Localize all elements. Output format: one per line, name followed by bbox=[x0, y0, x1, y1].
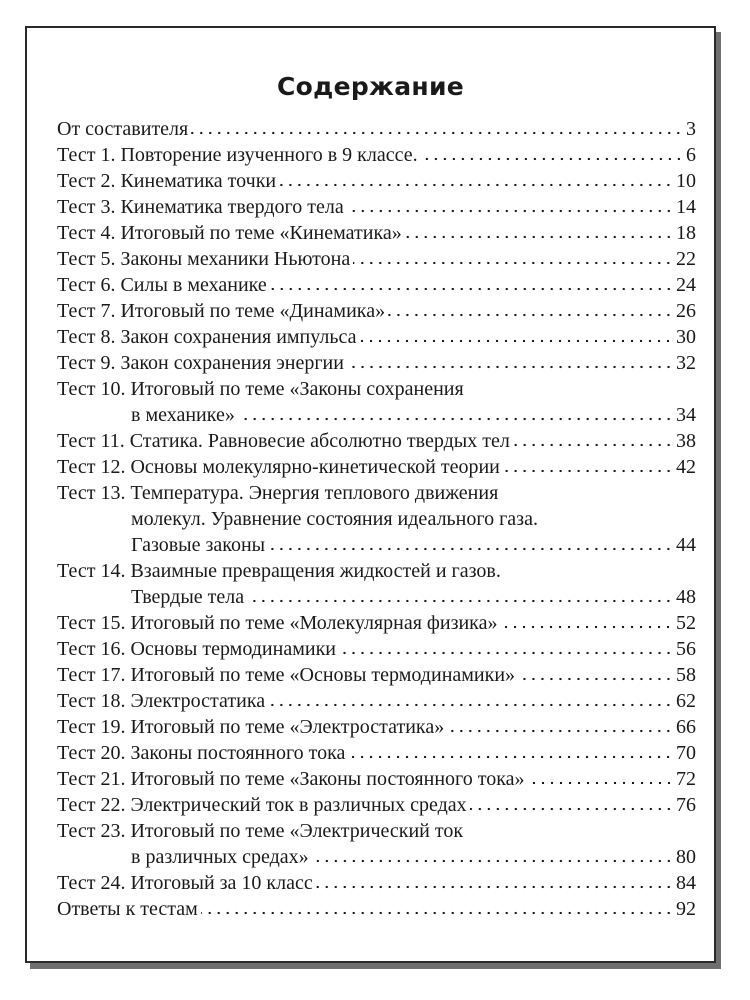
toc-page-number: 38 bbox=[676, 430, 696, 452]
dot-leader bbox=[353, 261, 673, 265]
table-of-contents bbox=[57, 116, 696, 922]
toc-entry-line bbox=[57, 168, 696, 194]
toc-entry bbox=[57, 870, 696, 896]
toc-entry-line bbox=[57, 194, 696, 220]
toc-entry-text: Тест 15. Итоговый по теме «Молекулярная физика» bbox=[57, 612, 498, 634]
toc-entry-line bbox=[57, 246, 696, 272]
toc-entry-text: Тест 19. Итоговый по теме «Электростатика» bbox=[57, 716, 445, 738]
toc-entry bbox=[57, 168, 696, 194]
dot-leader bbox=[201, 911, 673, 915]
toc-entry-line bbox=[57, 402, 696, 428]
dot-leader bbox=[503, 469, 673, 473]
toc-page-number: 48 bbox=[676, 586, 696, 608]
dot-leader bbox=[191, 131, 683, 135]
dot-leader bbox=[405, 235, 673, 239]
toc-entry-text: Тест 14. Взаимные превращения жидкостей и газов. bbox=[57, 560, 501, 582]
toc-entry bbox=[57, 558, 696, 610]
toc-entry-text: Тест 9. Закон сохранения энергии bbox=[57, 352, 344, 374]
toc-entry-text: Тест 24. Итоговый за 10 класс bbox=[57, 872, 313, 894]
toc-entry-text: Тест 8. Закон сохранения импульса bbox=[57, 326, 357, 348]
toc-entry-text: Тест 18. Электростатика bbox=[57, 690, 266, 712]
toc-entry-line bbox=[57, 844, 696, 870]
toc-entry-line bbox=[57, 584, 696, 610]
toc-entry-text: Тест 13. Температура. Энергия теплового движения bbox=[57, 482, 499, 504]
dot-leader bbox=[447, 729, 673, 733]
toc-entry bbox=[57, 298, 696, 324]
toc-page-number: 52 bbox=[676, 612, 696, 634]
toc-entry-text: Тест 6. Силы в механике bbox=[57, 274, 267, 296]
toc-entry-line bbox=[57, 272, 696, 298]
toc-page-number: 84 bbox=[676, 872, 696, 894]
toc-entry-line bbox=[57, 610, 696, 636]
dot-leader bbox=[513, 443, 673, 447]
dot-leader bbox=[316, 885, 673, 889]
toc-page-number: 76 bbox=[676, 794, 696, 816]
toc-entry-line bbox=[57, 766, 696, 792]
toc-entry-text: Тест 11. Статика. Равновесие абсолютно твердых тел bbox=[57, 430, 510, 452]
toc-entry-text: Тест 3. Кинематика твердого тела bbox=[57, 196, 344, 218]
toc-entry-line bbox=[57, 376, 696, 402]
toc-page-number: 24 bbox=[676, 274, 696, 296]
toc-entry-text: Ответы к тестам bbox=[57, 898, 198, 920]
toc-page-number: 58 bbox=[676, 664, 696, 686]
dot-leader bbox=[312, 859, 673, 863]
toc-entry bbox=[57, 714, 696, 740]
dot-leader bbox=[347, 209, 673, 213]
toc-entry-line bbox=[57, 506, 696, 532]
toc-entry-line bbox=[57, 662, 696, 688]
dot-leader bbox=[359, 339, 673, 343]
toc-entry-line bbox=[57, 116, 696, 142]
toc-entry-line bbox=[57, 818, 696, 844]
dot-leader bbox=[270, 287, 673, 291]
dot-leader bbox=[500, 625, 673, 629]
toc-entry-text: Тест 4. Итоговый по теме «Кинематика» bbox=[57, 222, 402, 244]
toc-entry bbox=[57, 610, 696, 636]
toc-page-number: 32 bbox=[676, 352, 696, 374]
toc-entry bbox=[57, 246, 696, 272]
dot-leader bbox=[279, 183, 673, 187]
dot-leader bbox=[268, 703, 673, 707]
toc-page-number: 26 bbox=[676, 300, 696, 322]
toc-entry-text: Тест 1. Повторение изученного в 9 классе. bbox=[57, 144, 418, 166]
toc-entry-line bbox=[57, 324, 696, 350]
toc-entry-line bbox=[57, 428, 696, 454]
dot-leader bbox=[388, 313, 673, 317]
toc-entry bbox=[57, 818, 696, 870]
toc-entry bbox=[57, 662, 696, 688]
toc-entry-line bbox=[57, 142, 696, 168]
toc-page-number: 62 bbox=[676, 690, 696, 712]
toc-entry-text: Тест 10. Итоговый по теме «Законы сохранения bbox=[57, 378, 464, 400]
toc-entry-text: молекул. Уравнение состояния идеального газа. bbox=[131, 508, 538, 530]
toc-entry bbox=[57, 324, 696, 350]
toc-entry bbox=[57, 454, 696, 480]
toc-page-number: 3 bbox=[686, 118, 696, 140]
toc-entry bbox=[57, 220, 696, 246]
toc-page-number: 44 bbox=[676, 534, 696, 556]
toc-entry-line bbox=[57, 480, 696, 506]
page-frame bbox=[25, 26, 716, 963]
toc-entry-line bbox=[57, 558, 696, 584]
toc-entry bbox=[57, 350, 696, 376]
toc-entry-line bbox=[57, 792, 696, 818]
toc-entry-text: Тест 5. Законы механики Ньютона bbox=[57, 248, 351, 270]
toc-entry-line bbox=[57, 636, 696, 662]
dot-leader bbox=[268, 547, 673, 551]
toc-entry-line bbox=[57, 532, 696, 558]
toc-page-number: 42 bbox=[676, 456, 696, 478]
toc-page-number: 56 bbox=[676, 638, 696, 660]
toc-page-number: 80 bbox=[676, 846, 696, 868]
dot-leader bbox=[347, 365, 673, 369]
toc-entry-line bbox=[57, 740, 696, 766]
toc-entry bbox=[57, 896, 696, 922]
toc-entry bbox=[57, 636, 696, 662]
toc-page-number: 30 bbox=[676, 326, 696, 348]
toc-entry-text: Тест 2. Кинематика точки bbox=[57, 170, 277, 192]
dot-leader bbox=[348, 755, 673, 759]
toc-entry-text: Газовые законы bbox=[131, 534, 266, 556]
toc-entry-text: Твердые тела bbox=[131, 586, 245, 608]
toc-entry-line bbox=[57, 714, 696, 740]
toc-page-number: 6 bbox=[686, 144, 696, 166]
toc-entry bbox=[57, 376, 696, 428]
toc-entry-line bbox=[57, 688, 696, 714]
toc-page-number: 10 bbox=[676, 170, 696, 192]
toc-entry-text: Тест 16. Основы термодинамики bbox=[57, 638, 336, 660]
toc-entry-text: в механике» bbox=[131, 404, 235, 426]
toc-page-number: 14 bbox=[676, 196, 696, 218]
dot-leader bbox=[470, 807, 673, 811]
toc-entry bbox=[57, 428, 696, 454]
toc-entry bbox=[57, 766, 696, 792]
toc-page-number: 72 bbox=[676, 768, 696, 790]
toc-entry-text: Тест 17. Итоговый по теме «Основы термодинамики» bbox=[57, 664, 516, 686]
page-title: Содержание bbox=[276, 72, 465, 101]
toc-page-number: 34 bbox=[676, 404, 696, 426]
dot-leader bbox=[247, 599, 673, 603]
toc-entry-text: Тест 22. Электрический ток в различных средах bbox=[57, 794, 467, 816]
toc-entry bbox=[57, 116, 696, 142]
toc-page-number: 22 bbox=[676, 248, 696, 270]
toc-entry-text: Тест 20. Законы постоянного тока bbox=[57, 742, 346, 764]
dot-leader bbox=[528, 781, 674, 785]
toc-entry-text: Тест 21. Итоговый по теме «Законы постоянного тока» bbox=[57, 768, 525, 790]
toc-entry-text: в различных средах» bbox=[131, 846, 309, 868]
toc-page-number: 92 bbox=[676, 898, 696, 920]
toc-entry-line bbox=[57, 220, 696, 246]
toc-entry-line bbox=[57, 454, 696, 480]
toc-entry bbox=[57, 272, 696, 298]
toc-entry-text: Тест 7. Итоговый по теме «Динамика» bbox=[57, 300, 386, 322]
toc-entry-text: От составителя bbox=[57, 118, 189, 140]
toc-entry bbox=[57, 194, 696, 220]
toc-entry bbox=[57, 142, 696, 168]
toc-entry bbox=[57, 792, 696, 818]
toc-entry-line bbox=[57, 870, 696, 896]
toc-entry-line bbox=[57, 896, 696, 922]
dot-leader bbox=[518, 677, 673, 681]
toc-entry bbox=[57, 688, 696, 714]
dot-leader bbox=[421, 157, 683, 161]
toc-page-number: 66 bbox=[676, 716, 696, 738]
toc-entry bbox=[57, 740, 696, 766]
toc-entry-text: Тест 23. Итоговый по теме «Электрический ток bbox=[57, 820, 464, 842]
toc-entry-text: Тест 12. Основы молекулярно-кинетической теории bbox=[57, 456, 500, 478]
dot-leader bbox=[238, 417, 673, 421]
dot-leader bbox=[339, 651, 673, 655]
toc-page-number: 18 bbox=[676, 222, 696, 244]
toc-entry bbox=[57, 480, 696, 558]
toc-page-number: 70 bbox=[676, 742, 696, 764]
toc-entry-line bbox=[57, 298, 696, 324]
toc-entry-line bbox=[57, 350, 696, 376]
